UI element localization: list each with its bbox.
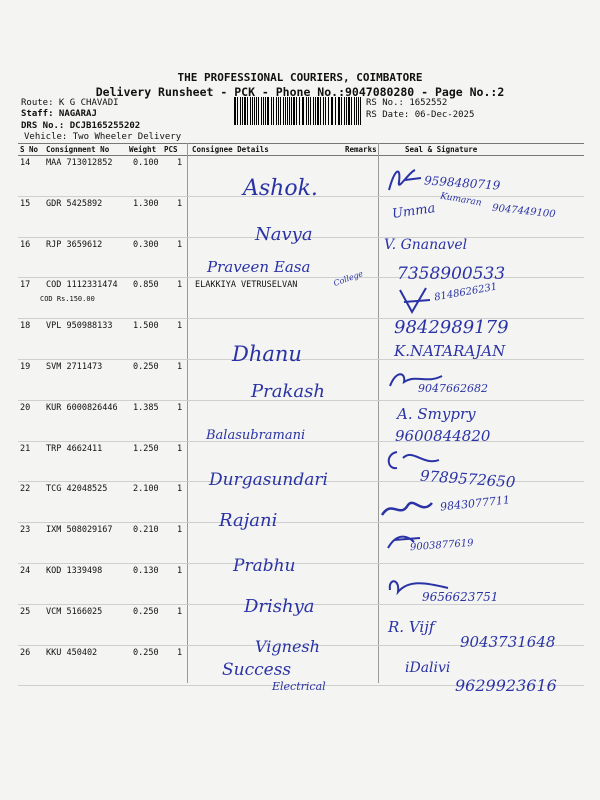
handwritten-phone: 9789572650 xyxy=(419,466,516,492)
table-header-rule xyxy=(18,155,584,156)
row-weight: 1.500 xyxy=(133,321,159,332)
row-consignment-no: VPL 950988133 xyxy=(46,321,113,332)
handwritten-phone: 9047449100 xyxy=(491,202,557,221)
handwritten-consignee: Prabhu xyxy=(233,556,296,576)
row-sno: 16 xyxy=(20,239,31,250)
row-divider xyxy=(18,563,584,564)
row-weight: 0.250 xyxy=(133,606,159,617)
barcode-image xyxy=(234,97,362,125)
staff-text: Staff: NAGARAJ xyxy=(21,109,97,119)
handwritten-consignee: Drishya xyxy=(244,596,315,617)
handwritten-phone: 9842989179 xyxy=(394,317,509,338)
row-sno: 20 xyxy=(20,402,31,413)
handwritten-phone: 9600844820 xyxy=(395,427,491,445)
row-sno: 21 xyxy=(20,443,31,454)
row-pcs: 1 xyxy=(177,647,183,658)
row-sno: 23 xyxy=(20,525,31,536)
col-consignment-header: Consignment No xyxy=(46,145,110,154)
row-consignee: ELAKKIYA VETRUSELVAN xyxy=(195,280,298,291)
col-remarks-header: Remarks xyxy=(345,145,377,154)
row-pcs: 1 xyxy=(177,239,183,250)
handwritten-signature: Umma xyxy=(391,201,437,222)
row-consignment-no: IXM 508029167 xyxy=(46,525,113,536)
col-weight-header: Weight xyxy=(129,145,157,154)
table-top-rule xyxy=(18,143,584,144)
row-cod-amount: COD Rs.150.00 xyxy=(40,295,95,304)
runsheet-title: Delivery Runsheet - PCK - Phone No.:9047080280 - Page No.:2 xyxy=(95,85,505,99)
row-weight: 0.850 xyxy=(133,280,159,291)
handwritten-phone: 9656623751 xyxy=(422,590,499,604)
rs-date: RS Date: 06-Dec-2025 xyxy=(366,110,475,120)
signature-scribble xyxy=(385,162,425,196)
row-consignment-no: COD 1112331474 xyxy=(46,280,118,291)
route-text: Route: K G CHAVADI xyxy=(21,98,119,108)
handwritten-consignee: Balasubramani xyxy=(206,428,306,443)
row-pcs: 1 xyxy=(177,402,183,413)
col-seal-header: Seal & Signature xyxy=(405,145,478,154)
row-consignment-no: RJP 3659612 xyxy=(46,239,103,250)
handwritten-signature: A. Smypry xyxy=(397,405,476,423)
row-sno: 14 xyxy=(20,158,31,168)
row-pcs: 1 xyxy=(177,198,183,209)
handwritten-phone: 9003877619 xyxy=(409,537,474,554)
handwritten-consignee: Prakash xyxy=(251,381,325,402)
handwritten-consignee: Dhanu xyxy=(232,342,302,366)
row-consignment-no: GDR 5425892 xyxy=(46,198,103,209)
row-weight: 0.210 xyxy=(133,525,159,536)
handwritten-name: V. Gnanavel xyxy=(384,237,468,253)
row-consignment-no: TCG 42048525 xyxy=(46,484,108,495)
vehicle-text: Vehicle: Two Wheeler Delivery xyxy=(24,132,182,142)
col-consignee-header: Consignee Details xyxy=(192,145,269,154)
row-weight: 0.100 xyxy=(133,158,159,168)
col-sno-header: S No xyxy=(20,145,39,154)
row-pcs: 1 xyxy=(177,443,183,454)
handwritten-note: College xyxy=(332,269,365,288)
row-weight: 1.385 xyxy=(133,402,159,413)
row-sno: 19 xyxy=(20,362,31,372)
handwritten-phone: 9629923616 xyxy=(455,676,557,695)
handwritten-consignee: Ashok. xyxy=(243,176,318,201)
handwritten-phone: 8148626231 xyxy=(433,281,499,304)
row-consignment-no: VCM 5166025 xyxy=(46,606,103,617)
handwritten-phone: 9047662682 xyxy=(418,382,488,395)
handwritten-consignee: Durgasundari xyxy=(209,470,328,490)
row-weight: 0.130 xyxy=(133,566,159,576)
row-pcs: 1 xyxy=(177,606,183,617)
handwritten-phone: 9598480719 xyxy=(423,173,501,193)
row-sno: 24 xyxy=(20,566,31,576)
row-weight: 0.250 xyxy=(133,647,159,658)
row-sno: 22 xyxy=(20,484,31,495)
handwritten-phone: 9043731648 xyxy=(460,633,556,651)
row-consignment-no: KOD 1339498 xyxy=(46,566,103,576)
handwritten-signature: R. Vijf xyxy=(388,618,435,636)
row-sno: 18 xyxy=(20,321,31,332)
row-sno: 17 xyxy=(20,280,31,291)
handwritten-phone: 7358900533 xyxy=(397,264,506,284)
handwritten-name: Kumaran xyxy=(439,191,483,209)
handwritten-consignee: Rajani xyxy=(219,510,278,531)
row-pcs: 1 xyxy=(177,321,183,332)
company-title: THE PROFESSIONAL COURIERS, COIMBATORE xyxy=(177,71,423,84)
row-pcs: 1 xyxy=(177,484,183,495)
row-consignment-no: KUR 6000826446 xyxy=(46,402,118,413)
handwritten-consignee: Vignesh xyxy=(255,637,320,656)
handwritten-consignee: Success xyxy=(222,660,292,680)
handwritten-signature: iDalivi xyxy=(405,660,451,676)
row-weight: 2.100 xyxy=(133,484,159,495)
drs-number: DRS No.: DCJB165255202 xyxy=(21,121,141,131)
row-pcs: 1 xyxy=(177,525,183,536)
consignee-column-rule xyxy=(187,143,188,683)
row-pcs: 1 xyxy=(177,362,183,372)
row-pcs: 1 xyxy=(177,158,183,168)
handwritten-phone: 9843077711 xyxy=(439,493,511,514)
row-sno: 25 xyxy=(20,606,31,617)
row-sno: 26 xyxy=(20,647,31,658)
row-pcs: 1 xyxy=(177,280,183,291)
signature-scribble xyxy=(396,284,436,318)
row-divider xyxy=(18,522,584,523)
row-consignment-no: TRP 4662411 xyxy=(46,443,103,454)
row-consignment-no: MAA 713012852 xyxy=(46,158,113,168)
row-weight: 1.300 xyxy=(133,198,159,209)
row-pcs: 1 xyxy=(177,566,183,576)
row-weight: 1.250 xyxy=(133,443,159,454)
row-weight: 0.250 xyxy=(133,362,159,372)
row-consignment-no: SVM 2711473 xyxy=(46,362,103,372)
seal-column-rule xyxy=(378,143,379,683)
rs-number: RS No.: 1652552 xyxy=(366,98,448,108)
handwritten-consignee: Navya xyxy=(255,224,313,245)
signature-scribble xyxy=(378,495,438,523)
handwritten-consignee: Praveen Easa xyxy=(207,258,311,276)
col-pcs-header: PCS xyxy=(164,145,178,154)
row-weight: 0.300 xyxy=(133,239,159,250)
handwritten-name: K.NATARAJAN xyxy=(394,342,506,360)
row-sno: 15 xyxy=(20,198,31,209)
row-consignment-no: KKU 450402 xyxy=(46,647,98,658)
handwritten-note: Electrical xyxy=(272,680,326,693)
